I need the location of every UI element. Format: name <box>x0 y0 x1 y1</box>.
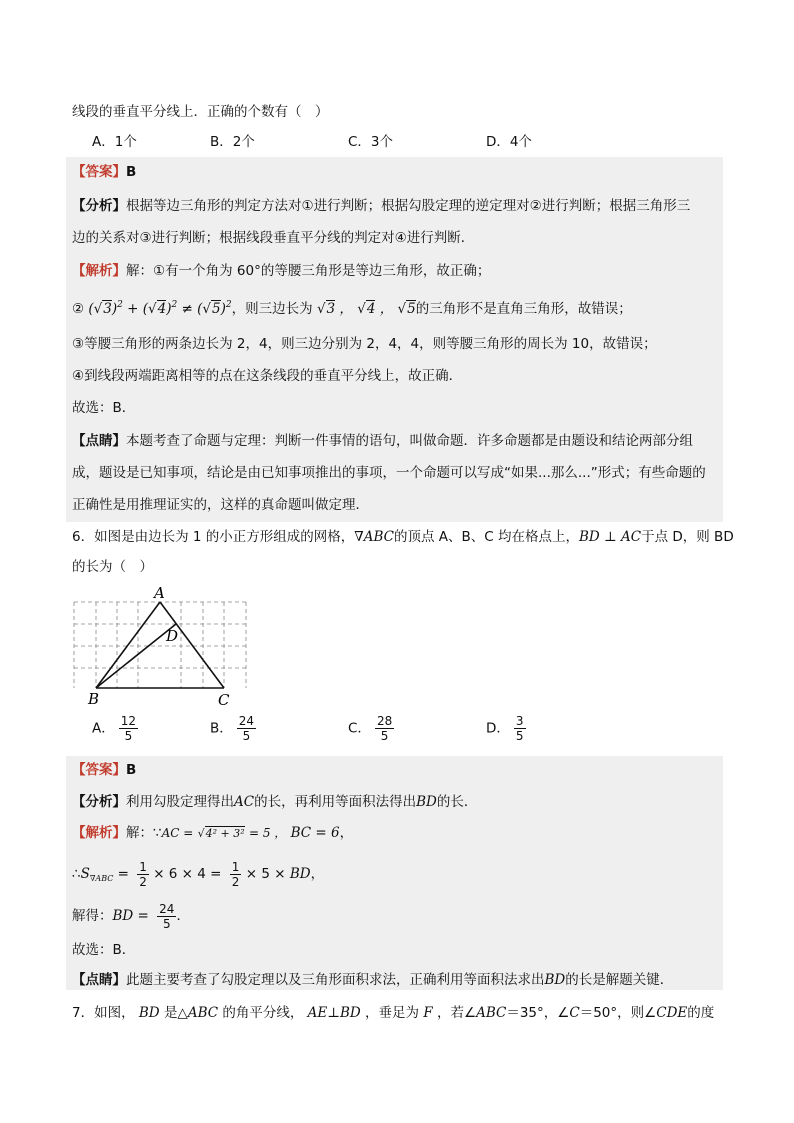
q5-option-d: D．4个 <box>486 134 532 150</box>
therefore-symbol: ∴ <box>72 866 81 882</box>
comment-tag: 【点睛】 <box>72 972 126 988</box>
q6-analysis <box>72 792 724 812</box>
label-c: C <box>218 691 230 708</box>
comment-text: 本题考查了命题与定理：判断一件事情的语句，叫做命题．许多命题都是由题设和结论两部分组 <box>126 433 693 449</box>
stem-text: 7．如图， <box>72 1005 135 1021</box>
option-letter: A． <box>92 720 115 737</box>
ae-perp-bd: AE⊥BD <box>307 1005 361 1021</box>
comment-tag: 【点睛】 <box>72 433 126 449</box>
stem-text-2: 的顶点 A、B、C 均在格点上， <box>393 529 579 545</box>
q5-comment-line-2: 成，题设是已知事项，结论是由已知事项推出的事项，一个命题可以写成“如果...那么...”形式；有些命题的 <box>72 465 706 481</box>
side-lengths: √3 ， √4 ， √5 <box>316 301 416 317</box>
q6-option-d <box>486 714 526 743</box>
bd-equation: BD = <box>112 908 149 924</box>
option-letter: B． <box>210 720 233 737</box>
numerator: 1 <box>231 859 240 874</box>
q7-stem-line-1 <box>72 1003 724 1023</box>
q6-option-a <box>92 714 138 743</box>
triangle-abc <box>96 602 224 688</box>
q5-answer <box>72 162 724 182</box>
q5-option-b: B．2个 <box>210 134 255 150</box>
analysis-tag: 【分析】 <box>72 794 126 810</box>
q6-choose: 故选：B． <box>72 942 136 958</box>
q5-stem-tail: 线段的垂直平分线上．正确的个数有（ ） <box>72 104 329 120</box>
stem-text-5: ，若∠ <box>436 1005 477 1021</box>
bd-symbol: BD <box>138 1005 160 1021</box>
solution-suffix: 的三角形不是直角三角形，故错误； <box>415 301 632 317</box>
stem-text-7: ＝50°，则∠ <box>579 1005 657 1021</box>
bd-symbol: BD <box>416 794 437 810</box>
period: ． <box>176 908 190 924</box>
stem-text-8: 的度 <box>687 1005 715 1021</box>
numerator: 24 <box>159 901 175 916</box>
q5-solution-line-4: ④到线段两端距离相等的点在这条线段的垂直平分线上，故正确． <box>72 368 463 384</box>
q6-solution-line-2 <box>72 858 724 895</box>
denominator: 5 <box>162 916 171 931</box>
stem-text-3: 于点 D，则 BD <box>641 529 734 545</box>
numerator: 24 <box>238 714 255 728</box>
bd-symbol: BD <box>289 866 311 882</box>
option-letter: D． <box>486 720 510 737</box>
triangle-symbol: ∇ABC <box>354 529 394 545</box>
q6-grid-figure <box>70 582 255 708</box>
q6-solution-line-3 <box>72 901 724 931</box>
circle-two: ② <box>72 301 85 317</box>
q5-solution-line-2 <box>72 295 724 319</box>
numerator: 28 <box>376 714 393 728</box>
q5-analysis-line-2: 边的关系对③进行判断；根据线段垂直平分线的判定对④进行判断． <box>72 230 475 246</box>
stem-text-4: ，垂足为 <box>365 1005 420 1021</box>
cde-angle: CDE <box>656 1005 688 1021</box>
denominator: 2 <box>231 874 240 889</box>
label-a: A <box>154 584 165 602</box>
q6-option-b <box>210 714 256 743</box>
denominator: 2 <box>139 874 147 889</box>
f-symbol: F <box>423 1005 433 1021</box>
option-letter: C． <box>348 720 371 737</box>
answer-tag: 【答案】 <box>72 164 126 180</box>
answer-value: B <box>126 762 137 778</box>
product-1: × 6 × 4 = <box>153 866 222 882</box>
ac-symbol: AC <box>234 794 255 810</box>
comma: ， <box>310 866 325 882</box>
solution-mid: ，则三边长为 <box>231 301 313 317</box>
result-fraction <box>157 902 176 931</box>
solution-tag: 【解析】 <box>72 825 126 841</box>
stem-text-6: ＝35°，∠ <box>506 1005 570 1021</box>
half-fraction-2 <box>230 860 242 889</box>
label-d: D <box>166 627 179 645</box>
bc-equation: BC = 6 <box>290 825 340 841</box>
q5-solution-line-3: ③等腰三角形的两条边长为 2，4，则三边分别为 2，4，4，则等腰三角形的周长为 10，故错误； <box>72 336 657 352</box>
abc-angle: ABC <box>476 1005 507 1021</box>
q5-option-a: A．1个 <box>92 134 137 150</box>
solve-text: 解得： <box>72 908 113 924</box>
denominator: 5 <box>380 729 389 743</box>
area-subscript: ∇ABC <box>89 874 114 883</box>
q6-option-c <box>348 714 394 743</box>
analysis-text-3: 的长． <box>436 794 478 810</box>
bd-symbol: BD <box>544 972 566 988</box>
denominator: 5 <box>124 729 133 743</box>
option-fraction <box>375 714 394 743</box>
q6-comment <box>72 970 724 990</box>
q5-choose: 故选：B． <box>72 400 136 416</box>
half-fraction <box>137 860 149 889</box>
numerator: 3 <box>515 714 524 728</box>
option-fraction <box>119 714 138 743</box>
stem-text-3: 的角平分线， <box>222 1005 304 1021</box>
q5-analysis-line-1 <box>72 196 724 216</box>
q5-solution-line-1 <box>72 261 724 281</box>
solution-text: 解：①有一个角为 60°的等腰三角形是等边三角形，故正确； <box>126 263 491 279</box>
q6-stem-line-2: 的长为（ ） <box>72 559 153 575</box>
numerator: 12 <box>120 714 137 728</box>
denominator: 5 <box>515 729 524 743</box>
perpendicular-expr: BD ⊥ AC <box>578 529 642 545</box>
analysis-tag: 【分析】 <box>72 198 126 214</box>
solution-tag: 【解析】 <box>72 263 126 279</box>
numerator: 1 <box>139 859 147 874</box>
comma: ， <box>339 825 354 841</box>
radicand: 4² + 3² <box>205 827 245 840</box>
q5-comment-line-3: 正确性是用推理证实的，这样的真命题叫做定理． <box>72 497 369 513</box>
analysis-text-2: 的长，再利用等面积法得出 <box>254 794 417 810</box>
option-fraction <box>514 714 526 743</box>
equals: = <box>117 866 129 882</box>
analysis-text: 利用勾股定理得出 <box>126 794 234 810</box>
stem-text: 6．如图是由边长为 1 的小正方形组成的网格， <box>72 529 355 545</box>
answer-tag: 【答案】 <box>72 762 126 778</box>
q6-answer <box>72 760 724 780</box>
solution-text: 解：∵ <box>126 825 162 841</box>
answer-value: B <box>126 164 137 180</box>
analysis-text: 根据等边三角形的判定方法对①进行判断；根据勾股定理的逆定理对②进行判断；根据三角形三 <box>126 198 691 214</box>
abc-symbol: ABC <box>187 1005 219 1021</box>
area-symbol: S <box>80 866 90 882</box>
ac-equation: AC = <box>161 826 194 840</box>
denominator: 5 <box>242 729 251 743</box>
c-angle: C <box>569 1005 580 1021</box>
radical: √4² + 3² <box>197 827 245 840</box>
equals-five: = 5 ， <box>248 826 287 840</box>
label-b: B <box>88 690 100 708</box>
q5-comment-line-1 <box>72 431 724 451</box>
comment-text-2: 的长是解题关键． <box>565 972 674 988</box>
q6-stem-line-1 <box>72 527 734 547</box>
product-2: × 5 × <box>245 866 286 882</box>
q6-solution-line-1 <box>72 823 724 844</box>
pythagoras-expression: $(√3)^2 + (√4)^2 \ne (√5)^2$ <box>88 300 232 317</box>
comment-text: 此题主要考查了勾股定理以及三角形面积求法，正确利用等面积法求出 <box>126 972 545 988</box>
grid-lines <box>74 602 246 688</box>
stem-text-2: 是△ <box>163 1005 188 1021</box>
option-fraction <box>237 714 256 743</box>
q5-option-c: C．3个 <box>348 134 394 150</box>
